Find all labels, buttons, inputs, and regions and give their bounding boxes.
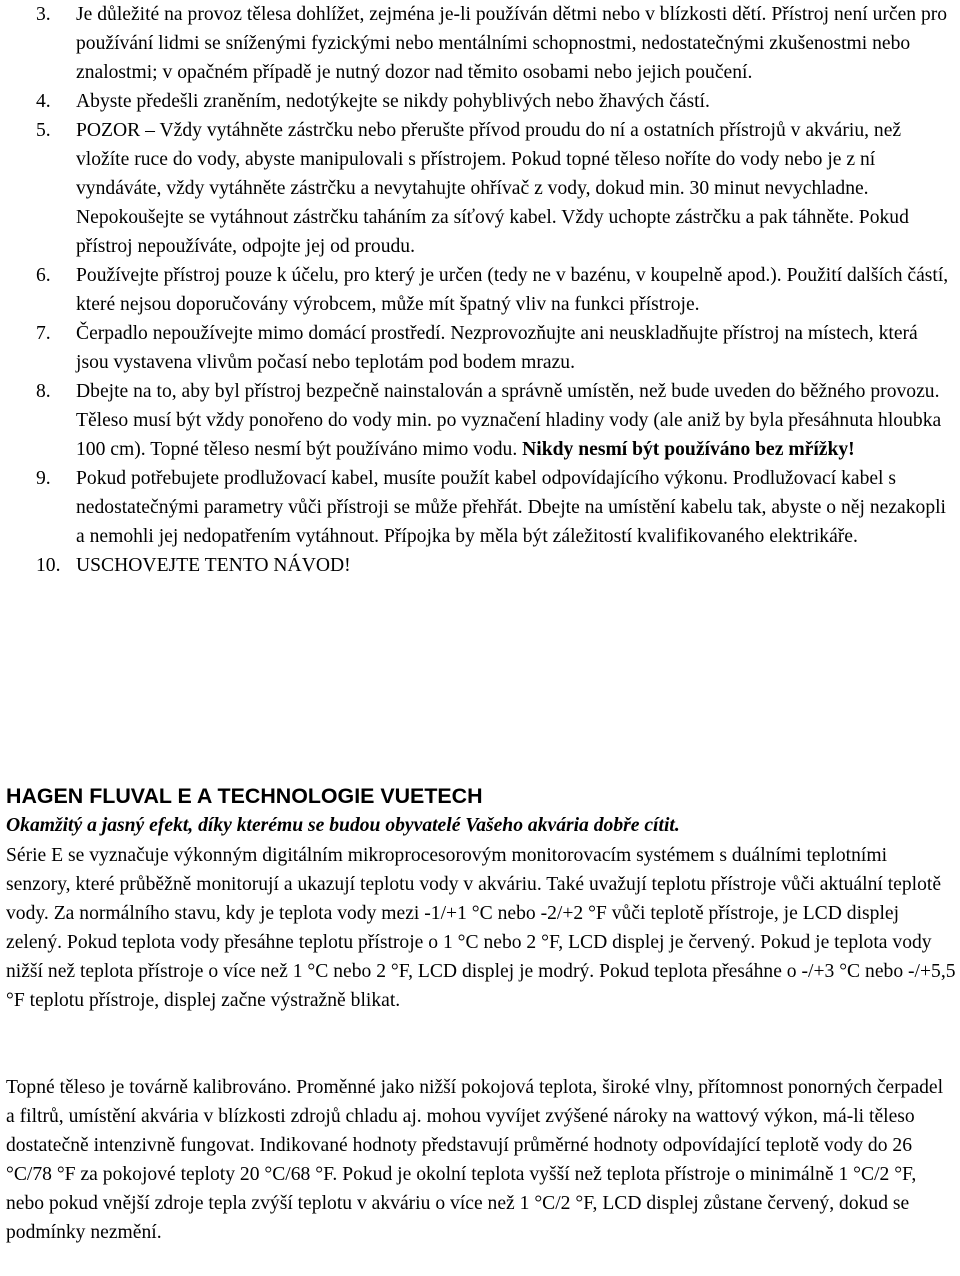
- item-text: USCHOVEJTE TENTO NÁVOD!: [76, 555, 351, 576]
- item-number: 6.: [36, 265, 51, 286]
- item-text: Čerpadlo nepoužívejte mimo domácí prostředí. Nezprovozňujte ani neuskladňujte přístroj na místech, která jsou vystavena vlivům počasí nebo teplotám pod bodem mrazu.: [76, 323, 918, 373]
- list-item: [0, 261, 960, 319]
- paragraph-calibration: Topné těleso je továrně kalibrováno. Proměnné jako nižší pokojová teplota, široké vlny, přítomnost ponorných čerpadel a filtrů, umístění akvária v blízkosti zdrojů chladu aj. mohou vyvíjet zvýšené nároky na wattový výkon, má-li těleso dostatečně intenzivně fungovat. Indikované hodnoty představují průměrné hodnoty odpovídající teplotě vody do 26 °C/78 °F za pokojové teploty 20 °C/68 °F. Pokud je okolní teplota vyšší než teplota přístroje o minimálně 1 °C/2 °F, nebo pokud vnější zdroje tepla zvýší teplotu v akváriu o více než 1 °C/2 °F, LCD displej zůstane červený, dokud se podmínky nezmění.: [6, 1077, 944, 1243]
- item-text: Abyste předešli zraněním, nedotýkejte se nikdy pohyblivých nebo žhavých částí.: [76, 91, 710, 112]
- list-item: [0, 0, 960, 87]
- item-text: Pokud potřebujete prodlužovací kabel, musíte použít kabel odpovídajícího výkonu. Prodlužovací kabel s nedostatečnými parametry vůči přístroji se může přehřát. Dbejte na umístění kabelu tak, abyste o něj nezakopli a nemohli jej nedopatřením vytáhnout. Přípojka by měla být záležitostí kvalifikovaného elektrikáře.: [76, 468, 946, 547]
- item-number: 3.: [36, 4, 51, 25]
- list-item: [0, 116, 960, 261]
- item-text: Dbejte na to, aby byl přístroj bezpečně nainstalován a správně umístěn, než bude uveden do běžného provozu. Těleso musí být vždy ponořeno do vody min. po vyznačení hladiny vody (ale aniž by byla přesáhnuta hloubka 100 cm). Topné těleso nesmí být používáno mimo vodu.: [76, 381, 942, 460]
- item-number: 8.: [36, 381, 51, 402]
- item-text: Je důležité na provoz tělesa dohlížet, zejména je-li používán dětmi nebo v blízkosti dětí. Přístroj není určen pro používání lidmi se sníženými fyzickými nebo mentálními schopnostmi, nedostatečnými zkušenostmi nebo znalostmi; v opačném případě je nutný dozor nad těmito osobami nebo jejich poučení.: [76, 4, 948, 83]
- list-item: [0, 87, 960, 116]
- item-number: 4.: [36, 91, 51, 112]
- list-item: [0, 319, 960, 377]
- list-item: [0, 377, 960, 464]
- item-number: 7.: [36, 323, 51, 344]
- paragraph-display-behavior: Série E se vyznačuje výkonným digitálním mikroprocesorovým monitorovacím systémem s duálními teplotními senzory, které průběžně monitorují a ukazují teplotu vody v akváriu. Také uvažují teplotu přístroje vůči aktuální teplotě vody. Za normálního stavu, kdy je teplota vody mezi -1/+1 °C nebo -2/+2 °F vůči teplotě přístroje, je LCD displej zelený. Pokud teplota vody přesáhne teplotu přístroje o 1 °C nebo 2 °F, LCD displej je červený. Pokud je teplota vody nižší než teplota přístroje o více než 1 °C nebo 2 °F, LCD displej je modrý. Pokud teplota přesáhne o -/+3 °C nebo -/+5,5 °F teplotu přístroje, displej začne výstražně blikat.: [6, 845, 956, 1011]
- item-text-wrap: [76, 377, 960, 464]
- item-text: Používejte přístroj pouze k účelu, pro který je určen (tedy ne v bazénu, v koupelně apod.). Použití dalších částí, které nejsou doporučovány výrobcem, může mít špatný vliv na funkci přístroje.: [76, 265, 949, 315]
- item-bold-warning: Nikdy nesmí být používáno bez mřížky!: [522, 439, 855, 460]
- list-item: [0, 551, 960, 580]
- item-text: POZOR – Vždy vytáhněte zástrčku nebo přerušte přívod proudu do ní a ostatních přístrojů v akváriu, než vložíte ruce do vody, abyste manipulovali s přístrojem. Pokud topné těleso noříte do vody nebo je z ní vyndáváte, vždy vytáhněte zástrčku a nevytahujte ohřívač z vody, dokud min. 30 minut nevychladne. Nepokoušejte se vytáhnout zástrčku taháním za síťový kabel. Vždy uchopte zástrčku a pak táhněte. Pokud přístroj nepoužíváte, odpojte jej od proudu.: [76, 120, 909, 257]
- item-number: 9.: [36, 468, 51, 489]
- section-heading: HAGEN FLUVAL E A TECHNOLOGIE VUETECH: [6, 784, 483, 808]
- section-subheading: Okamžitý a jasný efekt, díky kterému se budou obyvatelé Vašeho akvária dobře cítit.: [6, 815, 680, 836]
- list-item: [0, 464, 960, 551]
- safety-instructions-list: [0, 0, 960, 580]
- item-number: 5.: [36, 120, 51, 141]
- item-number: 10.: [36, 555, 61, 576]
